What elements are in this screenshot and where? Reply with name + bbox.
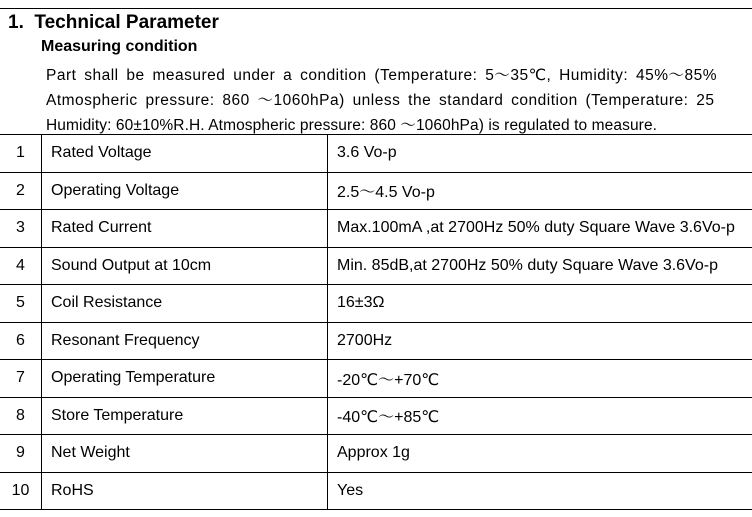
condition-line-3: Humidity: 60±10%R.H. Atmospheric pressure: 860 ～1060hPa) is regulated to measure. — [46, 117, 658, 134]
param-value: Yes — [328, 472, 752, 510]
param-value: 3.6 Vo-p — [328, 135, 752, 173]
param-number: 10 — [0, 472, 42, 510]
param-value: 2.5～4.5 Vo-p — [328, 172, 752, 210]
param-number: 9 — [0, 435, 42, 473]
param-number: 4 — [0, 247, 42, 285]
table-row — [0, 172, 752, 210]
table-row — [0, 322, 752, 360]
section-number: 1. — [8, 12, 24, 33]
param-item: Operating Voltage — [42, 172, 328, 210]
measuring-condition-heading: Measuring condition — [41, 38, 198, 55]
table-row — [0, 397, 752, 435]
table-row — [0, 135, 752, 173]
table-row — [0, 360, 752, 398]
param-number: 3 — [0, 210, 42, 248]
param-item: Store Temperature — [42, 397, 328, 435]
param-item: Resonant Frequency — [42, 322, 328, 360]
table-row — [0, 247, 752, 285]
param-number: 7 — [0, 360, 42, 398]
table-row — [0, 472, 752, 510]
section-title — [8, 12, 219, 34]
parameter-table — [0, 134, 752, 510]
param-value: -40℃～+85℃ — [328, 397, 752, 435]
param-item: RoHS — [42, 472, 328, 510]
param-item: Net Weight — [42, 435, 328, 473]
section-title-text: Technical Parameter — [34, 12, 219, 33]
table-row — [0, 210, 752, 248]
param-value: 2700Hz — [328, 322, 752, 360]
table-row — [0, 435, 752, 473]
table-row — [0, 285, 752, 323]
param-number: 2 — [0, 172, 42, 210]
parameter-table-body — [0, 135, 752, 510]
param-item: Rated Current — [42, 210, 328, 248]
param-item: Coil Resistance — [42, 285, 328, 323]
param-item: Operating Temperature — [42, 360, 328, 398]
param-value: 16±3Ω — [328, 285, 752, 323]
param-number: 8 — [0, 397, 42, 435]
param-number: 6 — [0, 322, 42, 360]
param-item: Sound Output at 10cm — [42, 247, 328, 285]
condition-line-1: Part shall be measured under a condition (Temperature: 5～35℃, Humidity: 45%～85% — [46, 67, 718, 84]
top-rule — [0, 8, 752, 9]
param-item: Rated Voltage — [42, 135, 328, 173]
param-value: -20℃～+70℃ — [328, 360, 752, 398]
condition-line-2: Atmospheric pressure: 860 ～1060hPa) unless the standard condition (Temperature: 25 — [46, 92, 715, 109]
param-number: 1 — [0, 135, 42, 173]
param-value: Max.100mA ,at 2700Hz 50% duty Square Wave 3.6Vo-p — [328, 210, 752, 248]
param-number: 5 — [0, 285, 42, 323]
param-value: Min. 85dB,at 2700Hz 50% duty Square Wave 3.6Vo-p — [328, 247, 752, 285]
param-value: Approx 1g — [328, 435, 752, 473]
